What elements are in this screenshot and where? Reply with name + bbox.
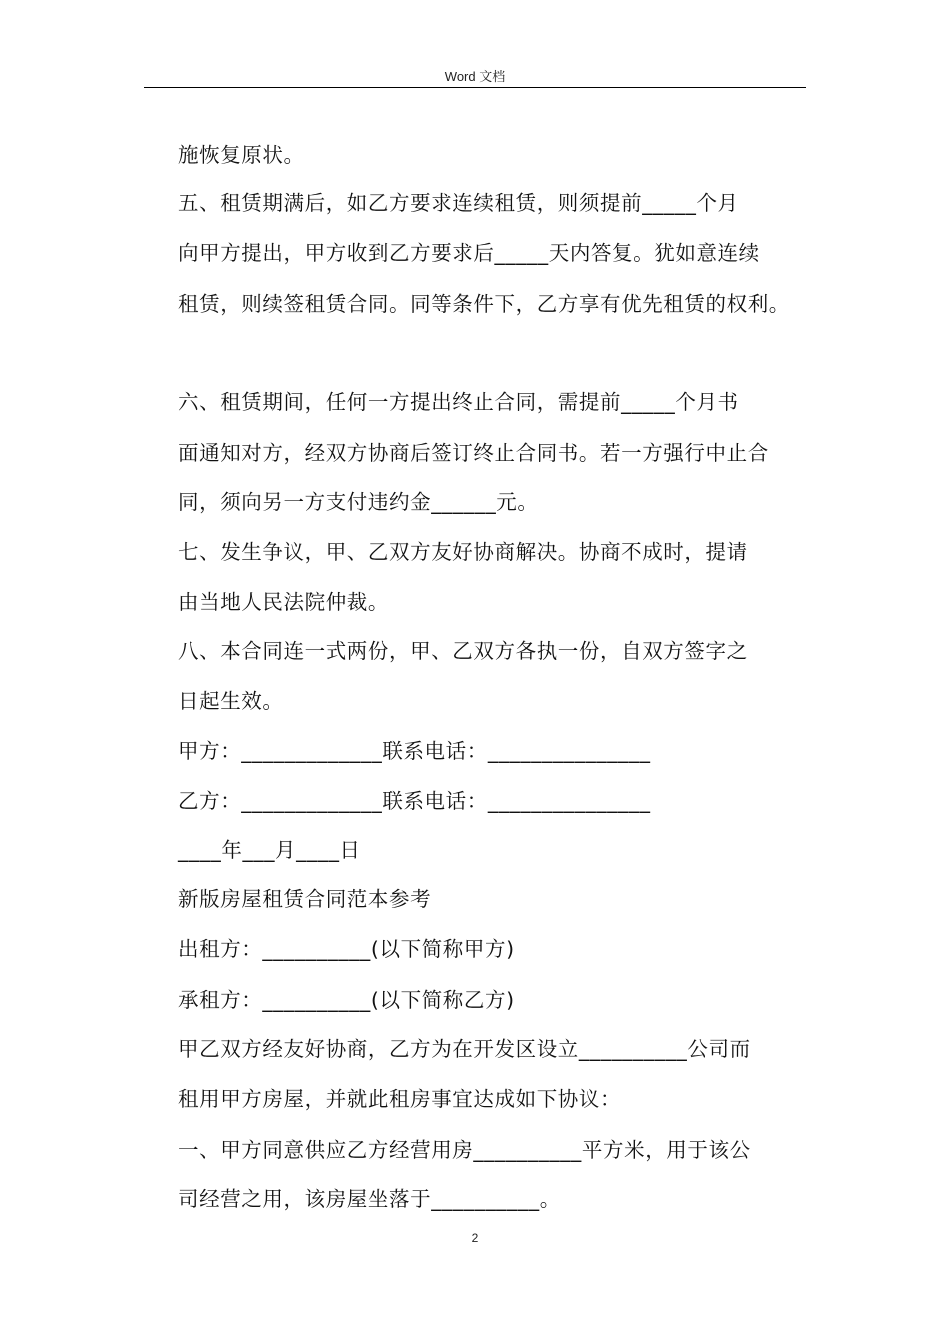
text-line: 乙方：_____________联系电话：_______________: [178, 789, 651, 813]
text-line: 施恢复原状。: [178, 143, 305, 167]
text-line: 同，须向另一方支付违约金______元。: [178, 490, 539, 514]
text-line: 由当地人民法院仲裁。: [178, 590, 389, 614]
text-line: 六、租赁期间，任何一方提出终止合同，需提前_____个月书: [178, 390, 739, 414]
text-line: 出租方：__________(以下简称甲方): [178, 937, 515, 961]
text-line: 甲乙双方经友好协商，乙方为在开发区设立__________公司而: [178, 1037, 751, 1061]
text-line: ____年___月____日: [178, 838, 361, 862]
text-line: 七、发生争议，甲、乙双方友好协商解决。协商不成时，提请: [178, 540, 748, 564]
text-line: 新版房屋租赁合同范本参考: [178, 887, 432, 911]
text-line: 一、甲方同意供应乙方经营用房__________平方米，用于该公: [178, 1138, 751, 1162]
text-line: 日起生效。: [178, 689, 284, 713]
text-line: 甲方：_____________联系电话：_______________: [178, 739, 651, 763]
text-line: 面通知对方，经双方协商后签订终止合同书。若一方强行中止合: [178, 441, 769, 465]
page-header: Word 文档: [444, 69, 506, 84]
header-rule: [144, 87, 806, 88]
text-line: 八、本合同连一式两份，甲、乙双方各执一份，自双方签字之: [178, 639, 748, 663]
text-line: 司经营之用，该房屋坐落于__________。: [178, 1187, 561, 1211]
text-line: 向甲方提出，甲方收到乙方要求后_____天内答复。犹如意连续: [178, 241, 760, 265]
page-number: 2: [471, 1231, 479, 1245]
text-line: 租用甲方房屋，并就此租房事宜达成如下协议：: [178, 1087, 622, 1111]
text-line: 租赁，则续签租赁合同。同等条件下，乙方享有优先租赁的权利。: [178, 292, 790, 316]
text-line: 承租方：__________(以下简称乙方): [178, 988, 515, 1012]
text-line: 五、租赁期满后，如乙方要求连续租赁，则须提前_____个月: [178, 191, 739, 215]
